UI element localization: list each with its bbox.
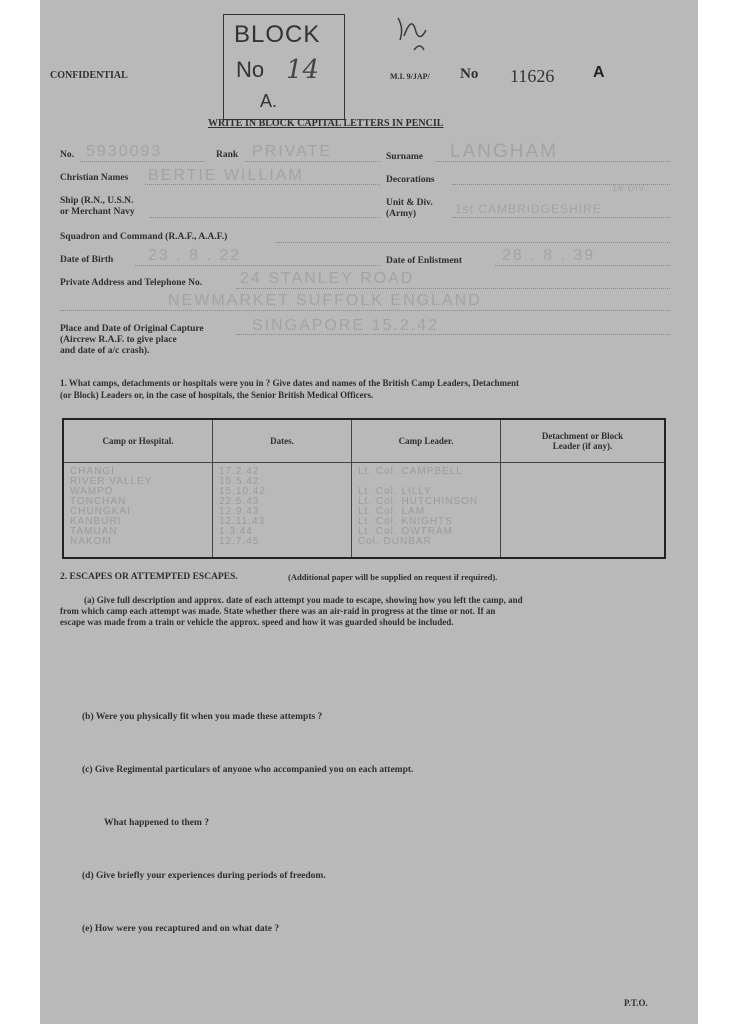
rank-label: Rank [216,150,239,160]
dob-value: 23 . 8 . 22 [148,247,242,264]
leader-entry: Lt. Col. OWTRAM [358,526,454,537]
q1-text-2: (or Block) Leaders or, in the case of hospitals, the Senior British Medical Officers. [60,390,374,400]
address-label: Private Address and Telephone No. [60,278,203,288]
date-entry: 12.11.43 [219,516,266,527]
q2d: (d) Give briefly your experiences during periods of freedom. [82,871,326,881]
col-dates: Dates. [213,419,352,463]
capture-label-2: (Aircrew R.A.F. to give place [60,335,177,345]
block-stamp [223,14,345,120]
col-detachment [501,419,666,463]
unit-value: 1st CAMBRIDGESHIRE [455,202,602,216]
ship-label-1: Ship (R.N., U.S.N. [60,196,134,206]
unit-label-2: (Army) [386,209,417,219]
camps-table [62,418,666,559]
leader-entry: Lt. Col. HUTCHINSON [358,496,479,507]
serial-no-label: No [460,66,479,82]
no-label: No. [60,150,74,160]
surname-label: Surname [386,152,423,162]
date-entry: 22.5.43 [219,496,260,507]
q2a-line-1: (a) Give full description and approx. date of each attempt you made to escape, showing how you left the camp, and [84,595,523,605]
serial-number: 11626 [510,66,555,86]
unit-label-1: Unit & Div. [386,198,433,208]
camp-entry: RIVER VALLEY [70,476,153,487]
christian-names-label: Christian Names [60,173,129,183]
q1-text-1: 1. What camps, detachments or hospitals were you in ? Give dates and names of the British Camp Leaders, Detachment [60,378,519,388]
squadron-label: Squadron and Command (R.A.F., A.A.F.) [60,232,228,242]
form-page [40,0,698,1024]
dates-cell [213,463,352,559]
leader-entry: Lt. Col. CAMPBELL [358,466,463,477]
col-camp: Camp or Hospital. [63,419,213,463]
stamp-no-label: No [236,57,265,82]
camp-entry: NAKOM [70,536,112,547]
q2e: (e) How were you recaptured and on what date ? [82,924,280,934]
q2b: (b) Were you physically fit when you made these attempts ? [82,712,323,722]
stamp-letter: A. [260,91,278,111]
leader-entry: Lt. Col. LAM [358,506,426,517]
capture-label-3: and date of a/c crash). [60,346,150,356]
date-entry: 12.7.45 [219,536,260,547]
classification-label: CONFIDENTIAL [50,70,128,81]
q2a-line-3: escape was made from a train or vehicle the approx. speed and how it was guarded should be included. [60,617,454,627]
enlistment-value: 28 . 8 . 39 [502,247,596,264]
camp-entry: KANBURI [70,516,122,527]
capture-value: SINGAPORE 15.2.42 [252,317,439,334]
stamp-block-text: BLOCK [234,21,321,48]
ship-label-2: or Merchant Navy [60,207,135,217]
camp-entry: TONCHAN [70,496,127,507]
q2a-line-2: from which camp each attempt was made. State whether there was an air-raid in progress at the time or not. If an [60,606,496,616]
address-line2: NEWMARKET SUFFOLK ENGLAND [168,292,482,309]
christian-names-value: BERTIE WILLIAM [148,167,304,184]
enlistment-label: Date of Enlistment [386,256,462,266]
camp-entry: CHUNGKAI [70,506,131,517]
pto-label: P.T.O. [624,998,648,1008]
unit-div-note: 18 DIV. [612,183,649,193]
leader-entry: Lt. Col. LILLY [358,486,432,497]
dob-label: Date of Birth [60,255,114,265]
col-detachment-l2: Leader (if any). [552,441,613,451]
serial-suffix: A [593,64,605,81]
date-entry: 15.5.42 [219,476,260,487]
camp-entry: WAMPO [70,486,114,497]
address-line1: 24 STANLEY ROAD [240,270,415,287]
no-value: 5930093 [86,143,163,160]
stamp-no-value: 14 [286,55,320,85]
q2c-followup: What happened to them ? [104,818,210,828]
surname-value: LANGHAM [450,141,558,162]
q2-heading: 2. ESCAPES OR ATTEMPTED ESCAPES. [60,572,238,582]
camp-entry: TAMUAN [70,526,118,537]
leaders-cell [352,463,501,559]
q2c: (c) Give Regimental particulars of anyone who accompanied you on each attempt. [82,765,414,775]
detachment-cell [501,463,666,559]
instruction-heading: WRITE IN BLOCK CAPITAL LETTERS IN PENCIL [208,118,444,129]
date-entry: 1.3.44 [219,526,253,537]
date-entry: 15.10.42 [219,486,266,497]
initials-mark [390,6,450,66]
camp-entry: CHANGI [70,466,115,477]
leader-entry: Col. DUNBAR [358,536,432,547]
leader-entry: Lt. Col. KNIGHTS [358,516,453,527]
date-entry: 17.2.42 [219,466,260,477]
col-detachment-l1: Detachment or Block [541,431,624,441]
camps-cell [63,463,213,559]
rank-value: PRIVATE [252,143,333,160]
date-entry: 12.9.43 [219,506,260,517]
form-ref: M.I. 9/JAP/ [390,72,430,81]
decorations-label: Decorations [386,175,435,185]
capture-label-1: Place and Date of Original Capture [60,324,204,334]
col-leader: Camp Leader. [352,419,501,463]
q2-heading-note: (Additional paper will be supplied on request if required). [288,572,498,582]
